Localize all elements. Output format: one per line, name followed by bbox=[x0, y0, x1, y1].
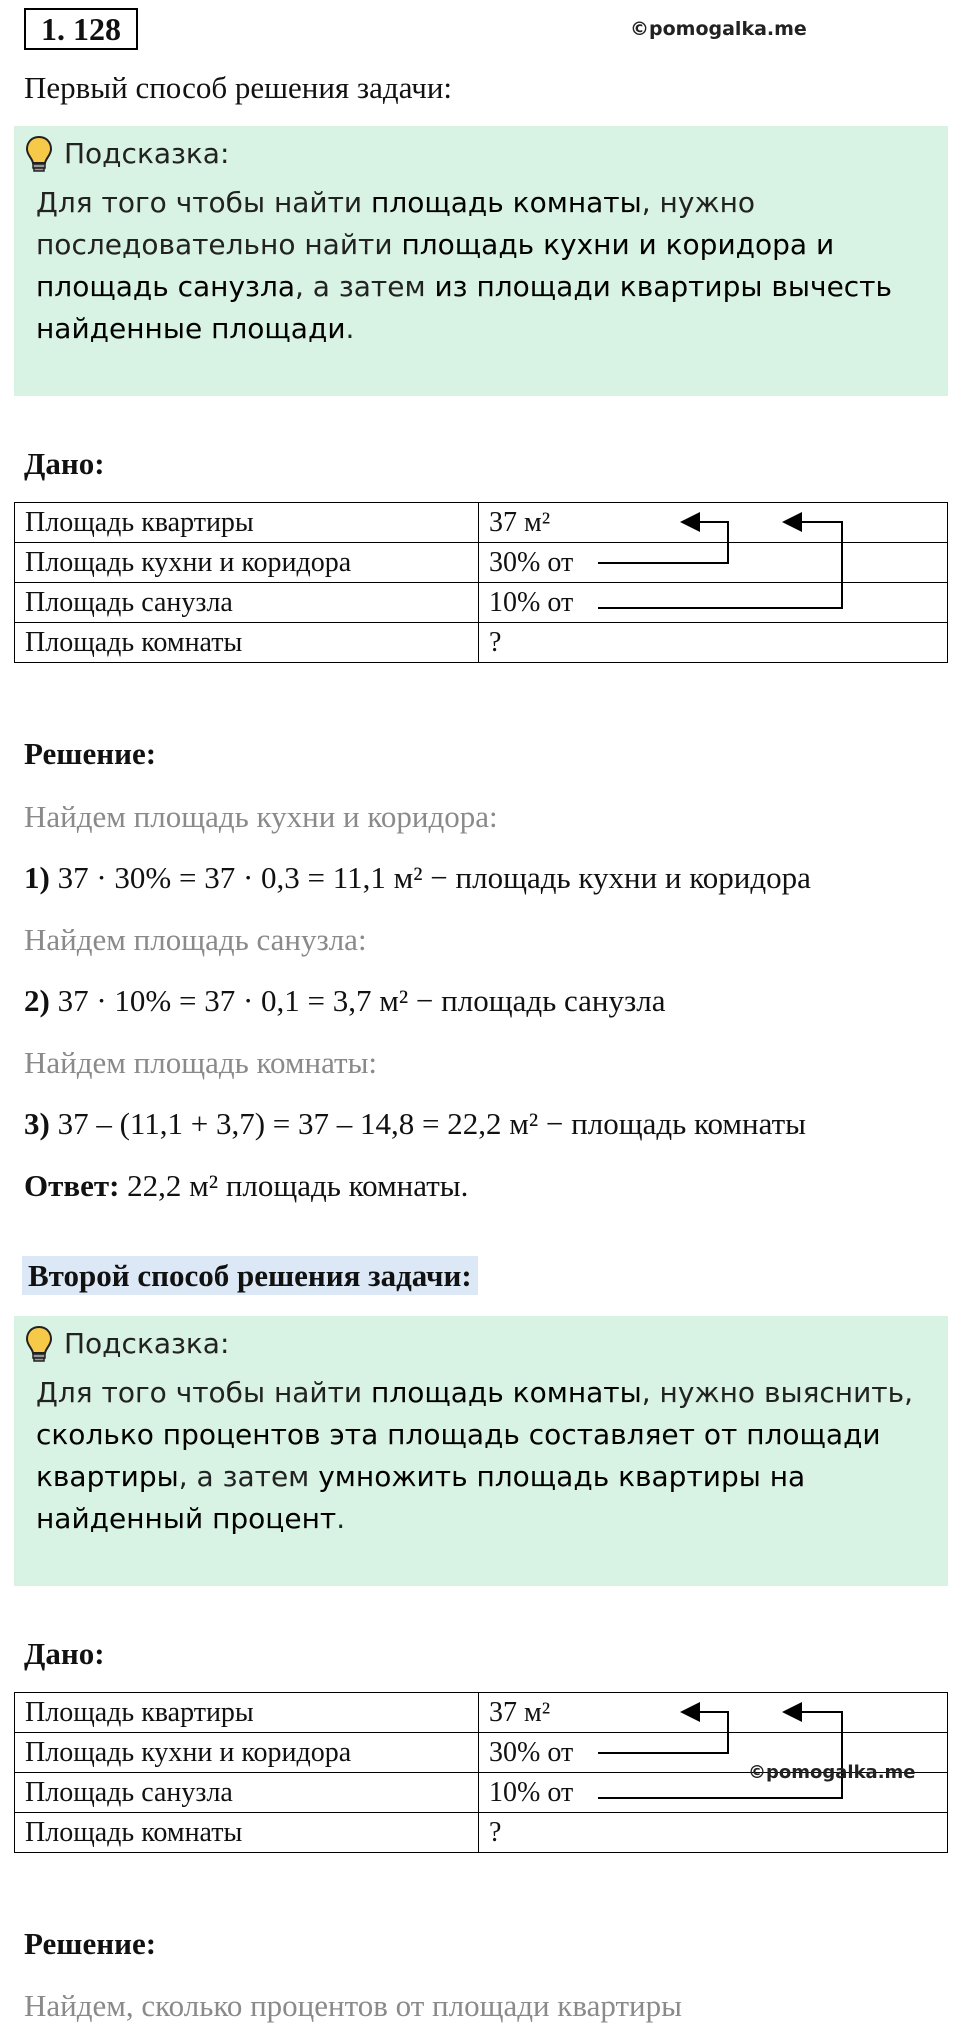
method1-title: Первый способ решения задачи: bbox=[24, 70, 453, 105]
hint-line: последовательно найти площадь кухни и коридора и bbox=[36, 228, 835, 261]
method2-partial-comment: Найдем, сколько процентов от площади квартиры bbox=[24, 1988, 682, 2023]
hint-line: найденный процент. bbox=[36, 1502, 346, 1535]
step3-expression: 3) 37 – (11,1 + 3,7) = 37 – 14,8 = 22,2 м² − площадь комнаты bbox=[24, 1106, 806, 1141]
method1-hint-box bbox=[14, 126, 948, 396]
table-row bbox=[15, 623, 948, 663]
table-cell: Площадь санузла bbox=[15, 583, 479, 623]
lightbulb-icon bbox=[24, 1324, 54, 1364]
table-row bbox=[15, 543, 948, 583]
table-cell: 37 м² bbox=[479, 1693, 948, 1733]
method1-hint-text bbox=[24, 182, 938, 350]
method1-solution-label: Решение: bbox=[24, 736, 157, 771]
table-cell: 10% от bbox=[479, 583, 948, 623]
method1-given-label: Дано: bbox=[24, 446, 105, 481]
table-cell: 37 м² bbox=[479, 503, 948, 543]
method2-solution-label: Решение: bbox=[24, 1926, 157, 1961]
hint-line: Для того чтобы найти площадь комнаты, нужно выяснить, bbox=[36, 1376, 914, 1409]
hint-line: сколько процентов эта площадь составляет от площади bbox=[36, 1418, 881, 1451]
lightbulb-icon bbox=[24, 134, 54, 174]
hint-title-row bbox=[24, 126, 938, 182]
problem-number: 1. 128 bbox=[24, 8, 138, 50]
method2-hint-text bbox=[24, 1372, 938, 1540]
table-row bbox=[15, 1693, 948, 1733]
hint-line: Для того чтобы найти площадь комнаты, нужно bbox=[36, 186, 756, 219]
table-cell: 10% от bbox=[479, 1773, 948, 1813]
step1-comment: Найдем площадь кухни и коридора: bbox=[24, 799, 498, 834]
table-cell: Площадь комнаты bbox=[15, 623, 479, 663]
table-cell: 30% от bbox=[479, 543, 948, 583]
method2-given-label: Дано: bbox=[24, 1636, 105, 1671]
method1-given-table bbox=[14, 502, 948, 663]
step3-comment: Найдем площадь комнаты: bbox=[24, 1045, 378, 1080]
hint-title-row bbox=[24, 1316, 938, 1372]
table-cell: Площадь санузла bbox=[15, 1773, 479, 1813]
site-watermark: ©pomogalka.me bbox=[630, 18, 807, 40]
table-cell: Площадь кухни и коридора bbox=[15, 1733, 479, 1773]
table-watermark: ©pomogalka.me bbox=[748, 1762, 916, 1783]
table-cell: Площадь квартиры bbox=[15, 1693, 479, 1733]
hint-title: Подсказка: bbox=[64, 137, 230, 170]
step2-comment: Найдем площадь санузла: bbox=[24, 922, 367, 957]
method2-title: Второй способ решения задачи: bbox=[22, 1256, 478, 1296]
table-cell: ? bbox=[479, 623, 948, 663]
table-cell: Площадь кухни и коридора bbox=[15, 543, 479, 583]
table-row bbox=[15, 1813, 948, 1853]
hint-title: Подсказка: bbox=[64, 1327, 230, 1360]
step2-expression: 2) 37 · 10% = 37 · 0,1 = 3,7 м² − площадь санузла bbox=[24, 983, 666, 1018]
table-cell: 30% от bbox=[479, 1733, 948, 1773]
method1-answer: Ответ: 22,2 м² площадь комнаты. bbox=[24, 1168, 469, 1203]
hint-line: площадь санузла, а затем из площади квартиры вычесть bbox=[36, 270, 892, 303]
method2-hint-box bbox=[14, 1316, 948, 1586]
hint-line: найденные площади. bbox=[36, 312, 355, 345]
table-cell: Площадь квартиры bbox=[15, 503, 479, 543]
table-row bbox=[15, 583, 948, 623]
table-cell: ? bbox=[479, 1813, 948, 1853]
hint-line: квартиры, а затем умножить площадь квартиры на bbox=[36, 1460, 806, 1493]
step1-expression: 1) 37 · 30% = 37 · 0,3 = 11,1 м² − площадь кухни и коридора bbox=[24, 860, 811, 895]
table-row bbox=[15, 503, 948, 543]
table-cell: Площадь комнаты bbox=[15, 1813, 479, 1853]
